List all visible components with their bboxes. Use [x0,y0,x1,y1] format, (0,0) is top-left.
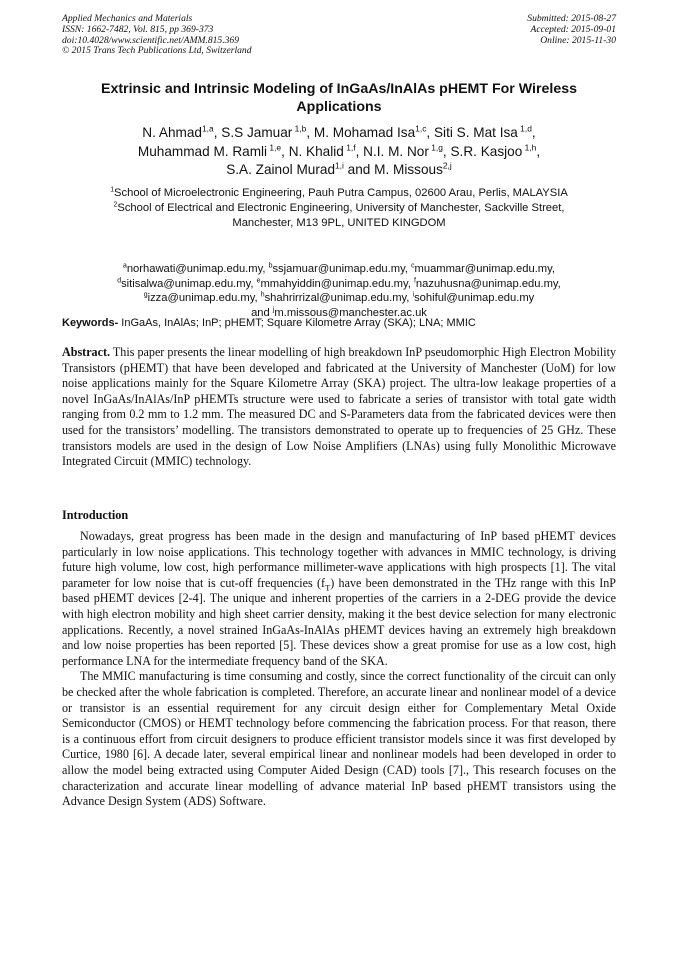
author-sep: , [426,125,434,140]
affiliation-line [62,186,616,201]
author-sup: 2,j [442,160,452,171]
email-sup: h [260,291,265,299]
author-list [62,124,616,180]
author-sup: 1,g [428,141,443,152]
email-address[interactable]: muammar@unimap.edu.my, [414,263,556,275]
author-sep: , [442,143,451,159]
author-name: Muhammad M. Ramli [137,143,268,159]
keywords-text: InGaAs, InAlAs; InP; pHEMT; Square Kilometre Array (SKA); LNA; MMIC [118,317,476,329]
affiliation-text: School of Microelectronic Engineering, Pauh Putra Campus, 02600 Arau, Perlis, MALAYSIA [114,187,568,199]
email-sup: a [122,262,127,270]
section-heading: Introduction [62,508,129,522]
journal-header [62,14,252,57]
author-sep: , [306,125,314,140]
author-name: N. Ahmad [142,125,202,140]
abstract-label: Abstract. [62,345,111,359]
accepted-date: Accepted: 2015-09-01 [530,23,616,35]
email-line [62,262,616,277]
paragraph [62,529,616,669]
author-sup: 1,f [343,141,356,152]
paragraph: The MMIC manufacturing is time consuming and costly, since the correct functionality of the circuit can only be checked after the whole fabrication is completed. Therefore, an accurate linear and nonlinear model of a device or transistor is an essential requirement for any circuit design either for Complementary Metal Oxide Semiconductor (CMOS) or HEMT technology before commencing the fabrication process. For that reason, there is a continuous effort from circuit designers to produce efficient transistor models since it was first developed by Curtice, 1980 [6]. A decade later, several empirical linear and nonlinear models had been developed in order to allow the model being extracted using Computer Aided Design (CAD) tools [7]., This research focuses on the characterization and accurate linear modelling of advance material InP based pHEMT transistors using the Advance Design System (ADS) Software. [62,669,616,809]
author-name: S.A. Zainol Murad [226,162,335,177]
abstract-text: This paper presents the linear modelling of high breakdown InP pseudomorphic High Electron Mobility Transistors (pHEMT) that have been developed and fabricated at the University of Manchester (UoM) for low noise applications mainly for the Square Kilometre Array (SKA) project. The ultra-low leakage properties of a novel InGaAs/InAlAs/InP pHEMTs structure were used to fabricate a series of transistor with total gate width ranging from 0.2 mm to 1.2 mm. The measured DC and S-Parameters data from the fabricated devices were then used for the transistors’ modelling. The transistors demonstrated to operate up to frequencies of 25 GHz. These transistors models are used in the design of Low Noise Amplifiers (LNAs) using fully Monolithic Microwave Integrated Circuit (MMIC) technology. [62,345,616,469]
author-sep: , [213,125,222,140]
email-sup: i [412,291,415,299]
author-sep: , [355,143,364,159]
author-name: M. Mohamad Isa [313,125,416,140]
author-sep: , [531,125,536,140]
email-address[interactable]: sitisalwa@unimap.edu.my, [121,277,257,290]
email-address[interactable]: m.missous@manchester.ac.uk [274,306,427,319]
paragraph-text: ) have been demonstrated in the THz range with this InP based pHEMT devices [2-4]. The unique and inherent properties of the carriers in a 2-DEG provide the device with high electron mobility and high sheet carrier density, making it the best device selection for many electronic applications. Recently, a novel strained InGaAs-InAlAs pHEMT devices having an extremely high breakdown and low noise properties has been reported [5]. These devices show a great promise for use as a low cost, high performance LNA for the intermediate frequency band of the SKA. [62,575,617,668]
email-list [62,262,616,320]
email-sup: d [117,276,122,284]
author-sup: 1,c [415,123,427,134]
affiliation-line [62,216,616,231]
email-sup: b [268,262,273,270]
author-name: S.S Jamuar [221,125,293,140]
author-line [62,143,616,162]
online-date: Online: 2015-11-30 [540,34,616,46]
title-line: Applications [296,99,382,115]
author-sup: 1,i [335,160,344,171]
abstract [62,345,616,470]
introduction-body [62,529,616,810]
author-sep: and [343,162,375,177]
author-sup: 1,a [202,123,214,134]
email-line [62,277,616,292]
author-sep: , [281,143,289,159]
affiliation-sup: 1 [110,186,115,194]
author-sep: , [536,143,541,159]
affiliation-sup: 2 [113,201,118,209]
email-address[interactable]: nazuhusna@unimap.edu.my, [415,277,561,290]
author-line [62,124,616,143]
email-sup: j [272,306,275,314]
author-name: N. Khalid [288,143,344,159]
keywords [62,316,616,330]
email-sup: e [256,276,261,284]
author-sup: 1,b [292,123,307,134]
author-sup: 1,e [267,141,282,152]
email-line [62,291,616,306]
email-sup: c [411,262,415,270]
email-address[interactable]: mmahyiddin@unimap.edu.my, [260,277,414,290]
author-line [62,161,616,180]
submitted-date: Submitted: 2015-08-27 [527,13,616,24]
email-address[interactable]: ssjamuar@unimap.edu.my, [272,263,412,275]
author-sup: 1,h [522,141,537,152]
author-sup: 1,d [517,123,532,134]
title-line: Extrinsic and Intrinsic Modeling of InGaAs/InAlAs pHEMT For Wireless [100,81,577,97]
email-prefix: and [251,306,273,319]
email-address[interactable]: norhawati@unimap.edu.my, [126,263,269,275]
keywords-label: Keywords- [62,317,119,329]
author-name: Siti S. Mat Isa [433,125,518,140]
affiliations [62,186,616,231]
email-address[interactable]: izza@unimap.edu.my, [147,292,261,305]
journal-issn: ISSN: 1662-7482, Vol. 815, pp 369-373 [62,23,214,35]
journal-doi: doi:10.4028/www.scientific.net/AMM.815.369 [62,34,240,46]
email-address[interactable]: sohiful@unimap.edu.my [414,292,535,305]
journal-copyright: © 2015 Trans Tech Publications Ltd, Switzerland [62,45,252,57]
author-name: S.R. Kasjoo [450,143,523,159]
dates-header [527,14,616,46]
email-sup: f [413,276,416,284]
affiliation-line [62,201,616,216]
paragraph-text: Nowadays, great progress has been made in the design and manufacturing of InP based pHEMT devices particularly in low noise applications. This technology together with advances in MMIC technology, is driving future high volume, low cost, high performance millimeter-wave applications with high prospects [1]. The vital parameter for low noise that is cut-off frequencies (f [62,529,616,590]
author-name: M. Missous [374,162,443,177]
subscript: T [325,582,331,593]
affiliation-text: School of Electrical and Electronic Engineering, University of Manchester, Sackville Street, [117,202,565,214]
affiliation-text: Manchester, M13 9PL, UNITED KINGDOM [232,217,446,229]
email-sup: g [143,291,148,299]
author-name: N.I. M. Nor [363,143,429,159]
paper-title [62,80,616,116]
journal-name: Applied Mechanics and Materials [62,13,193,24]
email-address[interactable]: shahrirrizal@unimap.edu.my, [264,292,413,305]
